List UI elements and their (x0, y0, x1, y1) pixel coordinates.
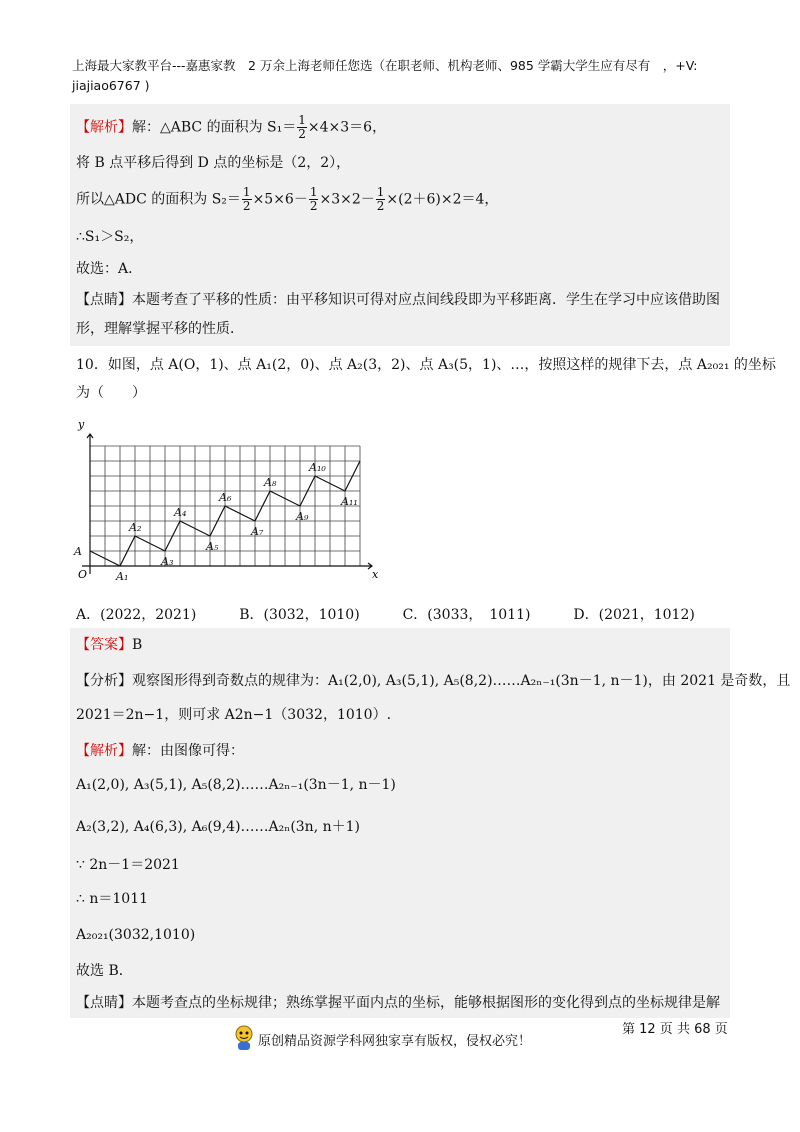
q10-choose: 故选 B． (76, 963, 133, 979)
option-d: D．(2021，1012) (573, 607, 695, 623)
s2-prefix: 所以△ADC 的面积为 S₂＝ (76, 191, 241, 208)
q10-eq1: ∵ 2n－1＝2021 (76, 857, 180, 873)
q10-answer (76, 634, 142, 656)
q9-dianjing-line-1 (76, 289, 720, 311)
header-line-1: 上海最大家教平台---嘉惠家教 2 万余上海老师任您选（在职老师、机构老师、985 学霸大学生应有尽有 ，+V: (72, 58, 698, 73)
answer-value: B (132, 637, 143, 653)
q10-stem-line-2: 为（ ） (76, 385, 146, 401)
y-axis (87, 434, 93, 574)
q9-compare: ∴S₁＞S₂， (76, 229, 144, 245)
q10-odd-rule: A₁(2,0), A₃(5,1), A₅(8,2)……A₂ₙ₋₁(3n－1, n－1) (76, 777, 396, 793)
s2-part-2: ×3×2－ (319, 191, 375, 208)
x-axis-label: x (372, 568, 379, 581)
fraction-half: $\frac{1}{2}$ (376, 185, 385, 213)
point-label: A₃ (161, 555, 174, 568)
axes (82, 434, 372, 574)
point-label: A₁₁ (341, 495, 358, 508)
copyright-notice: 原创精品资源学科网独家享有版权，侵权必究！ (258, 1034, 532, 1049)
dianjing-tag: 【点睛】 (76, 995, 132, 1011)
q10-stem-line-1: 10．如图，点 A(O，1)、点 A₁(2，0)、点 A₂(3，2)、点 A₃(5，1)、…，按照这样的规律下去，点 A₂₀₂₁ 的坐标 (76, 357, 776, 373)
fraction-half: $\frac{1}{2}$ (242, 185, 251, 213)
origin-label: O (78, 568, 88, 581)
point-label: A₁₀ (309, 461, 326, 474)
jiexi-intro-text: 解：由图像可得： (132, 743, 244, 759)
s2-suffix: ×(2＋6)×2＝4， (386, 191, 499, 208)
answer-tag: 【答案】 (76, 637, 132, 653)
q10-fenxi-line-2: 2021＝2n−1，则可求 A2n−1（3032，1010）. (76, 707, 392, 723)
q10-eq2: ∴ n＝1011 (76, 891, 149, 907)
point-label: A₉ (296, 510, 309, 523)
option-c: C．(3033， 1011) (402, 607, 531, 623)
q9-choose: 故选：A． (76, 261, 143, 277)
coordinate-graph (70, 416, 390, 588)
q10-even-rule: A₂(3,2), A₄(6,3), A₆(9,4)……A₂ₙ(3n, n＋1) (76, 819, 360, 835)
q9-area-s2 (76, 186, 498, 213)
point-label: A₅ (206, 540, 219, 553)
q10-fenxi-line-1 (76, 670, 790, 692)
q9-area-s1 (76, 114, 386, 141)
s1-prefix: 解：△ABC 的面积为 S₁＝ (132, 119, 297, 136)
q9-translate-line: 将 B 点平移后得到 D 点的坐标是（2，2）， (76, 155, 351, 171)
fraction-half: $\frac{1}{2}$ (309, 185, 318, 213)
point-label: A₈ (264, 476, 277, 489)
fenxi-tag: 【分析】 (76, 673, 132, 689)
x-axis (82, 563, 372, 569)
dianjing-text: 本题考查点的坐标规律；熟练掌握平面内点的坐标，能够根据图形的变化得到点的坐标规律是解 (132, 995, 720, 1011)
option-a: A．(2022，2021) (76, 607, 197, 623)
option-b: B．(3032，1010) (239, 607, 360, 623)
point-label: A₆ (219, 491, 232, 504)
header-line-2: jiajiao6767 ) (72, 78, 150, 93)
q10-options (76, 604, 695, 626)
mascot-icon (232, 1024, 256, 1052)
fraction-half: $\frac{1}{2}$ (298, 113, 306, 141)
point-label: A₇ (251, 525, 264, 538)
page-header (72, 56, 732, 96)
s1-suffix: ×4×3＝6， (307, 119, 387, 136)
q10-dianjing (76, 992, 720, 1014)
dianjing-tag: 【点睛】 (76, 292, 132, 308)
dianjing-text: 本题考查了平移的性质：由平移知识可得对应点间线段即为平移距离．学生在学习中应该借助图 (132, 292, 720, 308)
q9-dianjing-line-2: 形，理解掌握平移的性质． (76, 321, 244, 337)
point-label: A₂ (129, 521, 142, 534)
point-label: A₄ (174, 506, 187, 519)
s2-part-1: ×5×6－ (252, 191, 308, 208)
q10-jiexi-intro (76, 740, 244, 762)
jiexi-tag: 【解析】 (76, 743, 132, 759)
point-label: A₁ (116, 570, 129, 583)
fenxi-text: 观察图形得到奇数点的规律为：A₁(2,0), A₃(5,1), A₅(8,2)……A₂ₙ₋₁(3n－1, n－1)，由 2021 是奇数，且 (132, 673, 791, 689)
q10-result: A₂₀₂₁(3032,1010) (76, 927, 196, 943)
page-number: 第 12 页 共 68 页 (622, 1022, 728, 1037)
jiexi-tag: 【解析】 (76, 119, 132, 136)
y-axis-label: y (78, 418, 85, 431)
point-label: A (74, 545, 82, 558)
